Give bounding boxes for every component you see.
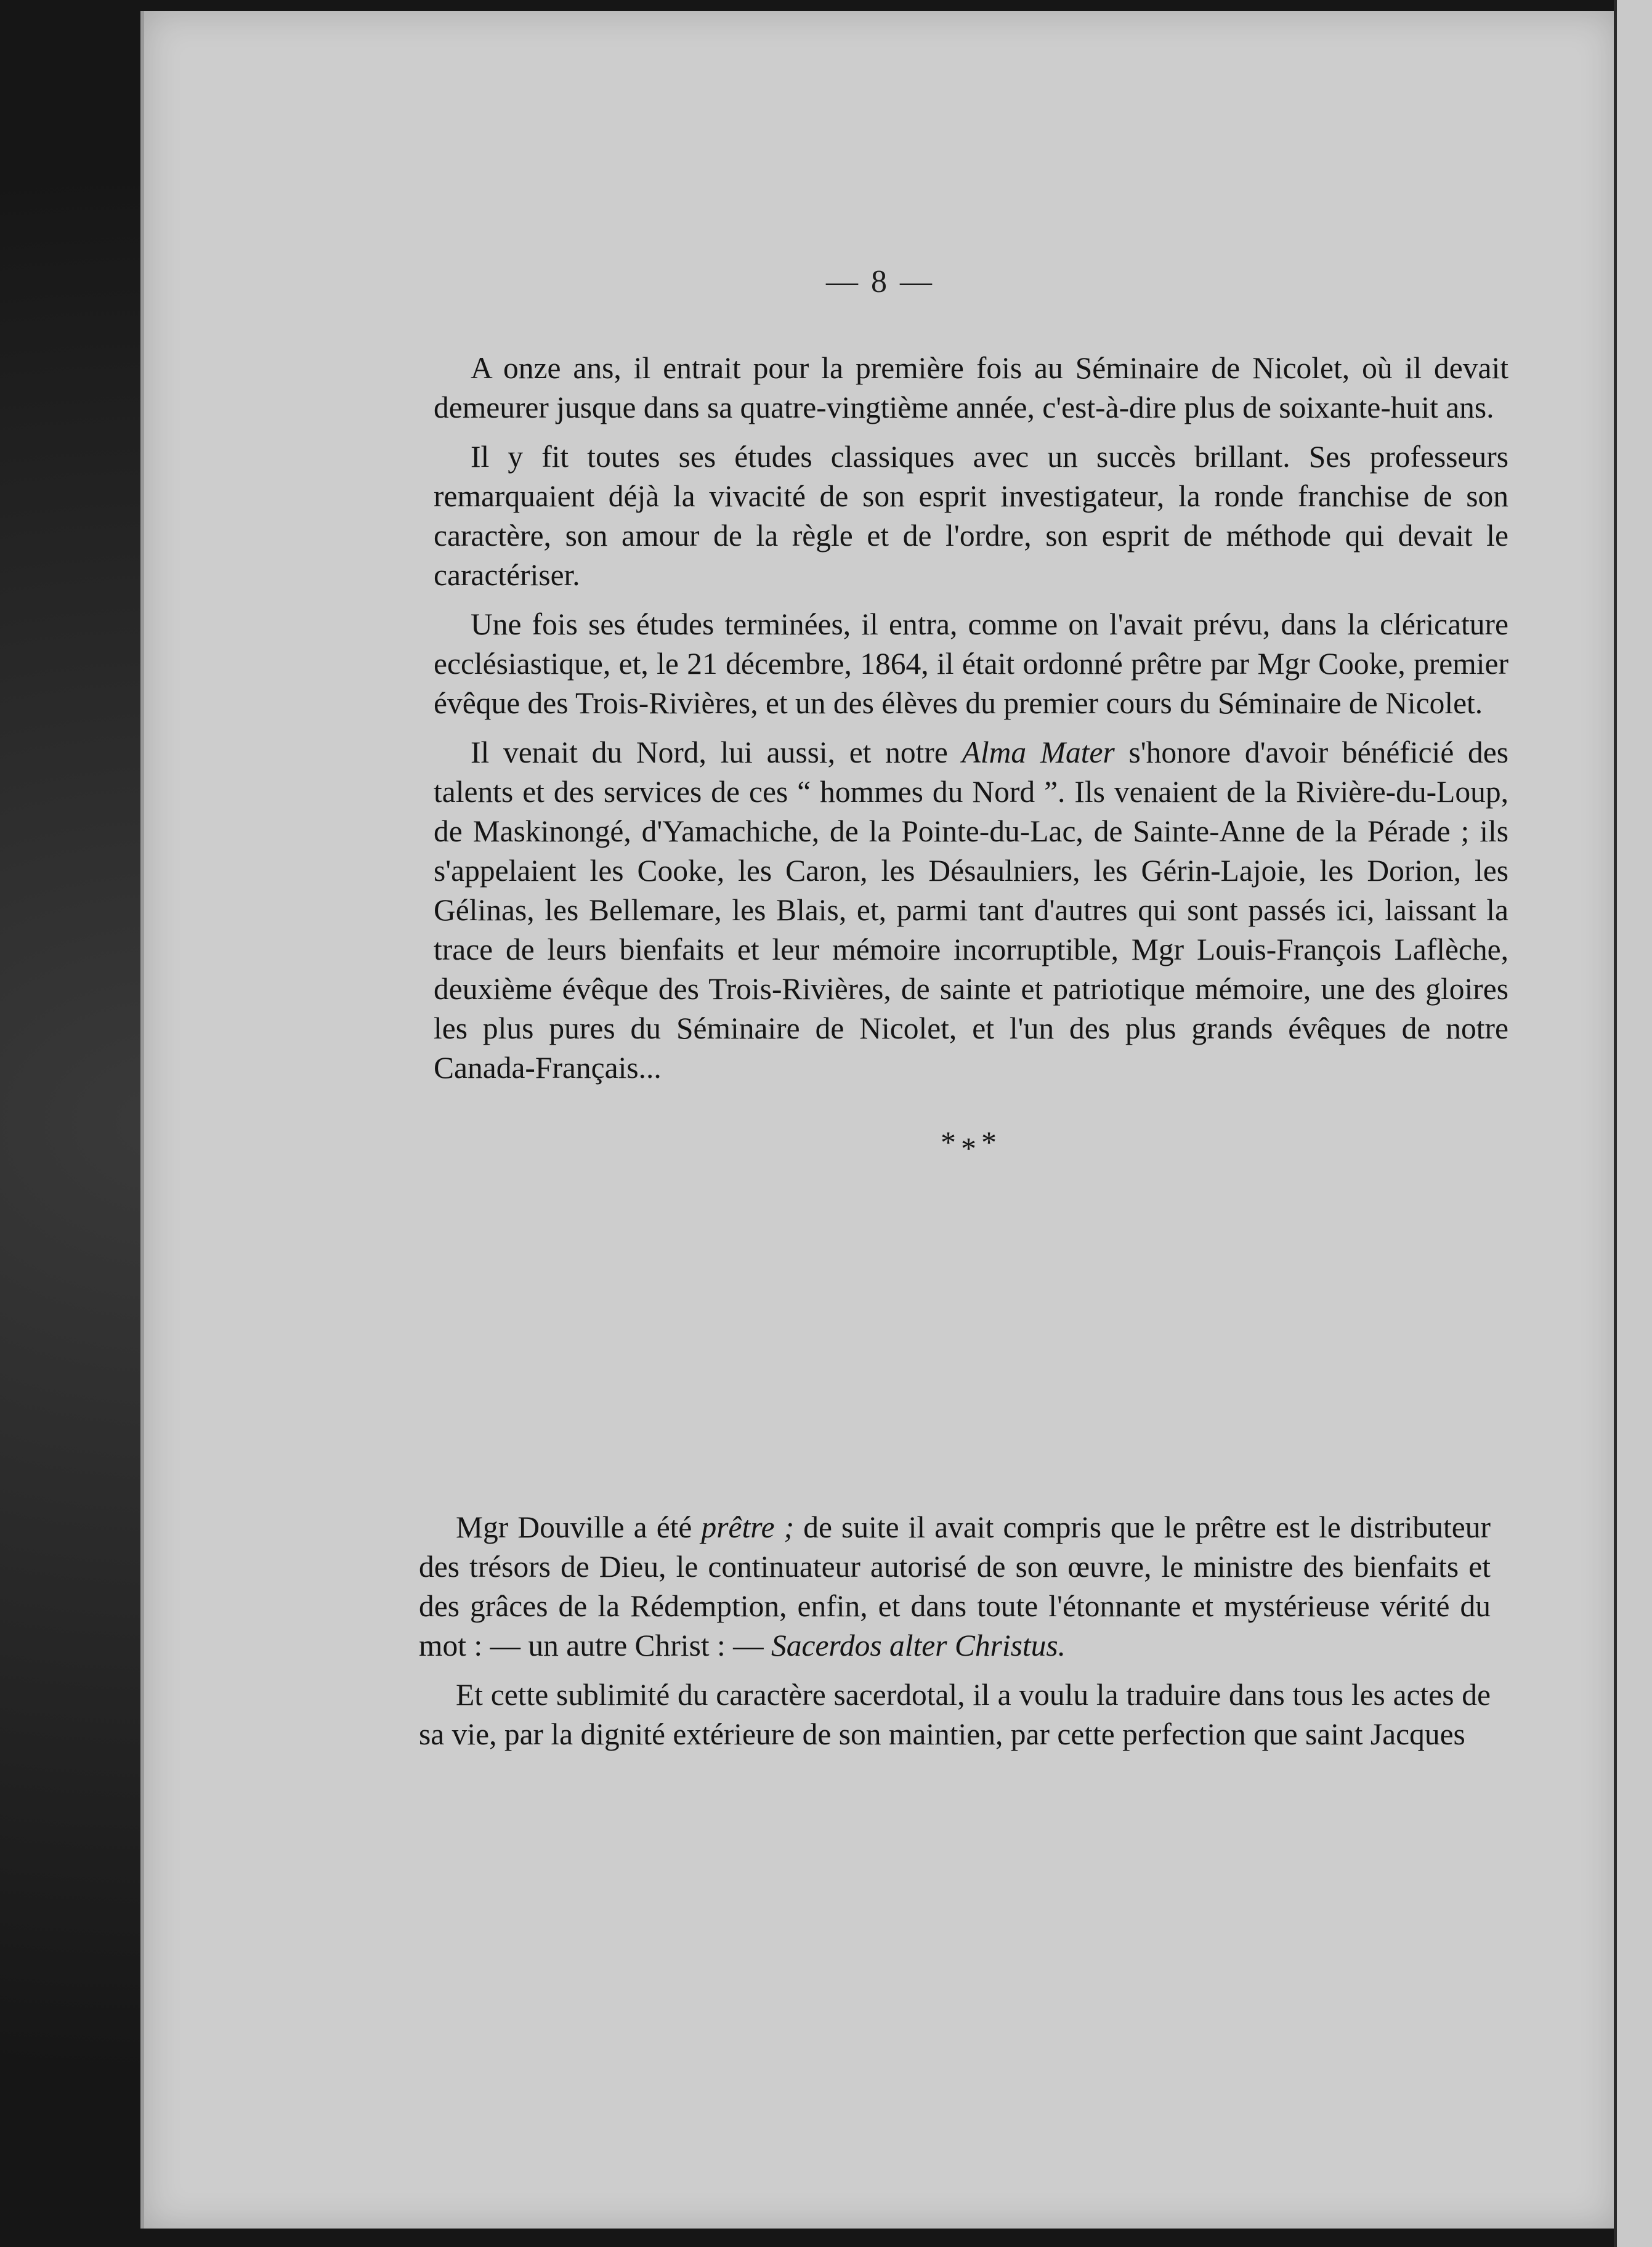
asterism-divider (434, 1122, 1508, 1165)
douville-text-middle: de suite il avait compris que le prêtre est le distributeur des trésors de Dieu, le continuateur autorisé de son œuvre, le ministre des bienfaits et des grâces de la Rédemption, enfin, et dans toute l'étonnante et mystérieuse vérité du mot : — un autre Christ : — (419, 1510, 1491, 1662)
alma-text-after: s'honore d'avoir bénéficié des talents et des services de ces “ hommes du Nord ”. Ils venaient de la Rivière-du-Loup, de Maskinongé, d'Yamachiche, de la Pointe-du-Lac, de Sainte-Anne de la Pérade ; ils s'appelaient les Cooke, les Caron, les Désaulniers, les Gérin-Lajoie, les Dorion, les Gélinas, les Bellemare, les Blais, et, parmi tant d'autres qui sont passés ici, laissant la trace de leurs bienfaits et leur mémoire incorruptible, Mgr Louis-François Laflèche, deuxième évêque des Trois-Rivières, de sainte et patriotique mémoire, une des gloires les plus pures du Séminaire de Nicolet, et l'un des plus grands évêques de notre Canada-Français... (434, 735, 1508, 1085)
paragraph-seminary-entry: A onze ans, il entrait pour la première fois au Séminaire de Nicolet, où il devait demeurer jusque dans sa quatre-vingtième année, c'est-à-dire plus de soixante-huit ans. (434, 351, 1508, 424)
document-page (140, 11, 1616, 2229)
paragraph-ordination: Une fois ses études terminées, il entra, comme on l'avait prévu, dans la cléricature ecclésiastique, et, le 21 décembre, 1864, il était ordonné prêtre par Mgr Cooke, premier évêque des Trois-Rivières, et un des élèves du premier cours du Séminaire de Nicolet. (434, 607, 1508, 720)
paragraph-studies: Il y fit toutes ses études classiques avec un succès brillant. Ses professeurs remarquaient déjà la vivacité de son esprit investigateur, la ronde franchise de son caractère, son amour de la règle et de l'ordre, son esprit de méthode qui devait le caractériser. (434, 440, 1508, 592)
paragraph-priesthood (419, 1508, 1491, 1666)
alma-mater-italic: Alma Mater (962, 735, 1115, 769)
pretre-italic: prêtre ; (701, 1510, 795, 1544)
asterism-star-middle: * (961, 1131, 981, 1165)
douville-text-before: Mgr Douville a été (456, 1510, 702, 1544)
adjacent-page-edge (1614, 0, 1652, 2247)
paragraph-alma-mater (434, 733, 1508, 1088)
sacerdos-italic: Sacerdos alter Christus. (771, 1629, 1066, 1662)
body-text-lower (419, 1508, 1491, 1764)
page-number: — 8 — (826, 264, 934, 299)
body-text-upper (434, 349, 1508, 1206)
paragraph-sublimity: Et cette sublimité du caractère sacerdotal, il a voulu la traduire dans tous les actes de sa vie, par la dignité extérieure de son maintien, par cette perfection que saint Jacques (419, 1678, 1491, 1751)
asterism-star-right: * (981, 1125, 1002, 1159)
asterism-star-left: * (941, 1125, 961, 1159)
alma-text-before: Il venait du Nord, lui aussi, et notre (471, 735, 962, 769)
